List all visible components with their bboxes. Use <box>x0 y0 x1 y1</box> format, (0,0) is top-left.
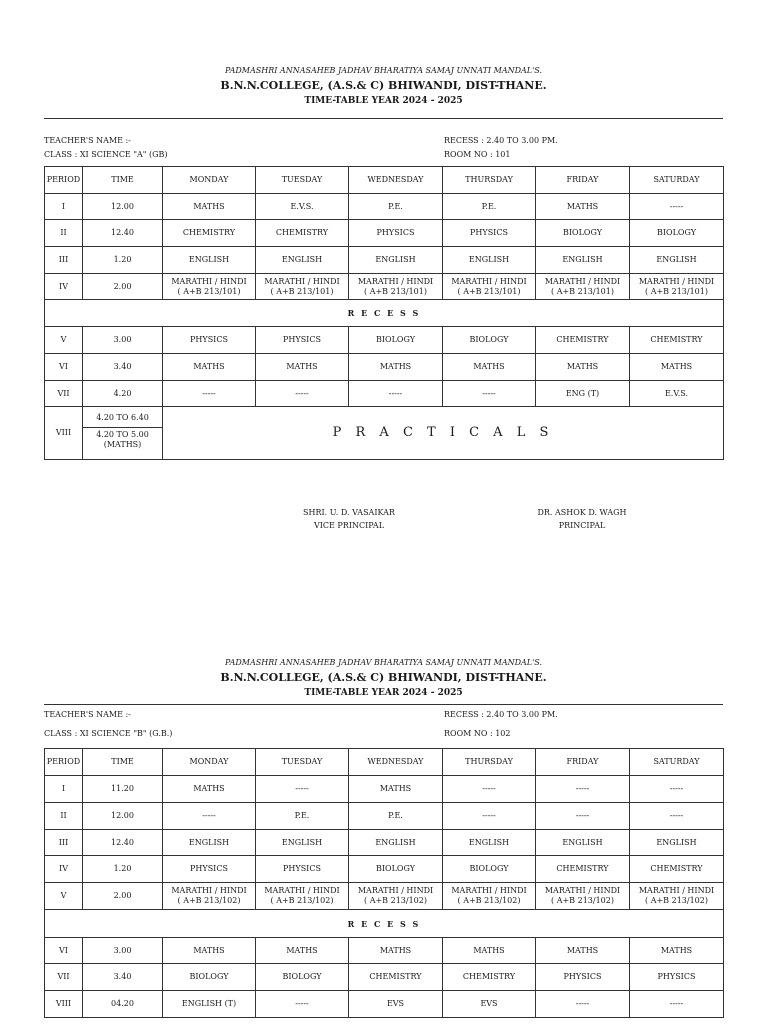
org-name: PADMASHRI ANNASAHEB JADHAV BHARATIYA SAMAJ UNNATI MANDAL'S. <box>224 66 543 75</box>
recess-info: RECESS : 2.40 TO 3.00 PM. <box>444 136 558 145</box>
period-cell: VI <box>45 354 83 381</box>
timetable-a <box>44 166 724 460</box>
room-note: ( A+B 213/101) <box>364 286 427 296</box>
column-header: THURSDAY <box>443 749 536 776</box>
recess-label: R E C E S S <box>45 300 724 327</box>
subject-cell: MATHS <box>536 354 630 381</box>
time-cell: 3.00 <box>83 327 163 354</box>
subject-cell: ENGLISH <box>630 830 724 856</box>
subject-cell: BIOLOGY <box>349 327 443 354</box>
column-header: SATURDAY <box>630 749 724 776</box>
signature-block <box>0 506 768 536</box>
column-header: TUESDAY <box>256 749 349 776</box>
subject-cell: MATHS <box>443 354 536 381</box>
subject-name: MARATHI / HINDI <box>638 886 715 895</box>
table-row <box>45 381 724 407</box>
subject-cell: CHEMISTRY <box>443 964 536 991</box>
subject-cell: CHEMISTRY <box>630 856 724 883</box>
class-info <box>44 710 723 748</box>
subject-cell: CHEMISTRY <box>163 220 256 247</box>
subject-cell: PHYSICS <box>630 964 724 991</box>
period-cell: VIII <box>45 407 83 460</box>
timetable-sheet-a <box>44 64 723 460</box>
subject-cell: PHYSICS <box>349 220 443 247</box>
table-row <box>45 991 724 1018</box>
subject-cell: MATHS <box>163 194 256 220</box>
period-cell: VII <box>45 964 83 991</box>
column-header: WEDNESDAY <box>349 749 443 776</box>
subject-cell: PHYSICS <box>163 327 256 354</box>
room-note: ( A+B 213/101) <box>551 286 614 296</box>
subject-cell: BIOLOGY <box>163 964 256 991</box>
room-note: ( A+B 213/102) <box>551 896 614 905</box>
timetable-year: TIME-TABLE YEAR 2024 - 2025 <box>304 96 463 106</box>
period-cell: III <box>45 247 83 274</box>
subject-cell: ENG (T) <box>536 381 630 407</box>
subject-cell: BIOLOGY <box>630 220 724 247</box>
timetable-year: TIME-TABLE YEAR 2024 - 2025 <box>304 688 463 698</box>
subject-cell: ENGLISH <box>163 830 256 856</box>
recess-row <box>45 910 724 938</box>
subject-cell <box>443 274 536 300</box>
subject-cell <box>536 883 630 910</box>
subject-cell: ----- <box>349 381 443 407</box>
vice-principal-title: VICE PRINCIPAL <box>313 521 385 530</box>
column-header: FRIDAY <box>536 167 630 194</box>
subject-name: MARATHI / HINDI <box>264 886 340 895</box>
subject-cell: ----- <box>630 991 724 1018</box>
subject-cell: MATHS <box>349 776 443 803</box>
timetable-sheet-b <box>44 656 723 1018</box>
subject-name: MARATHI / HINDI <box>638 276 715 286</box>
subject-cell <box>163 883 256 910</box>
subject-name: MARATHI / HINDI <box>357 276 434 286</box>
time-cell: 3.40 <box>83 354 163 381</box>
subject-cell: ----- <box>256 381 349 407</box>
subject-cell: MATHS <box>630 938 724 964</box>
subject-cell <box>256 274 349 300</box>
subject-cell: PHYSICS <box>536 964 630 991</box>
column-header: SATURDAY <box>630 167 724 194</box>
practicals-label: P R A C T I C A L S <box>163 407 724 460</box>
subject-cell: MATHS <box>256 354 349 381</box>
time-cell: 04.20 <box>83 991 163 1018</box>
time-cell: 4.20 <box>83 381 163 407</box>
subject-name: MARATHI / HINDI <box>544 276 621 286</box>
room-note: ( A+B 213/101) <box>270 286 334 296</box>
subject-cell: CHEMISTRY <box>536 327 630 354</box>
principal-signature <box>522 506 642 532</box>
time-cell: 2.00 <box>83 883 163 910</box>
subject-cell: ----- <box>163 803 256 830</box>
recess-label: R E C E S S <box>45 910 724 938</box>
column-header: THURSDAY <box>443 167 536 194</box>
room-note: ( A+B 213/101) <box>645 286 708 296</box>
subject-cell: ----- <box>536 991 630 1018</box>
room-note: ( A+B 213/102) <box>645 896 708 905</box>
column-header: TIME <box>83 749 163 776</box>
subject-cell: ENGLISH <box>630 247 724 274</box>
time-cell: 1.20 <box>83 856 163 883</box>
period-cell: V <box>45 883 83 910</box>
time-range: 4.20 TO 5.00 <box>96 430 149 439</box>
room-note: ( A+B 213/102) <box>177 896 241 905</box>
table-row <box>45 194 724 220</box>
subject-cell: ENGLISH <box>349 830 443 856</box>
table-row <box>45 327 724 354</box>
subject-cell: ----- <box>536 776 630 803</box>
period-cell: VIII <box>45 991 83 1018</box>
time-cell: 1.20 <box>83 247 163 274</box>
time-cell: 12.40 <box>83 220 163 247</box>
column-header: PERIOD <box>45 749 83 776</box>
class-label: CLASS : XI SCIENCE "B" (G.B.) <box>44 729 173 738</box>
subject-cell: BIOLOGY <box>443 327 536 354</box>
subject-cell: MATHS <box>630 354 724 381</box>
column-header: WEDNESDAY <box>349 167 443 194</box>
subject-cell: MATHS <box>536 938 630 964</box>
subject-cell: ----- <box>443 803 536 830</box>
period-cell: II <box>45 220 83 247</box>
period-cell: VI <box>45 938 83 964</box>
recess-row <box>45 300 724 327</box>
column-header: MONDAY <box>163 749 256 776</box>
time-cell: 3.40 <box>83 964 163 991</box>
subject-cell: MATHS <box>163 776 256 803</box>
org-name: PADMASHRI ANNASAHEB JADHAV BHARATIYA SAMAJ UNNATI MANDAL'S. <box>224 658 543 667</box>
subject-cell: ----- <box>443 776 536 803</box>
vice-principal-name: SHRI. U. D. VASAIKAR <box>303 508 395 517</box>
subject-cell: ----- <box>256 776 349 803</box>
class-label: CLASS : XI SCIENCE "A" (GB) <box>44 150 168 159</box>
period-cell: VII <box>45 381 83 407</box>
time-cell: 12.00 <box>83 803 163 830</box>
column-header: TUESDAY <box>256 167 349 194</box>
subject-cell: P.E. <box>349 194 443 220</box>
subject-cell <box>163 274 256 300</box>
subject-cell: E.V.S. <box>630 381 724 407</box>
subject-name: MARATHI / HINDI <box>171 886 247 895</box>
subject-name: MARATHI / HINDI <box>451 886 527 895</box>
period-cell: IV <box>45 274 83 300</box>
subject-cell: ENGLISH <box>443 830 536 856</box>
recess-info: RECESS : 2.40 TO 3.00 PM. <box>444 710 558 719</box>
subject-cell <box>630 274 724 300</box>
header-row <box>45 749 724 776</box>
subject-cell: MATHS <box>163 354 256 381</box>
table-row <box>45 220 724 247</box>
subject-cell: P.E. <box>443 194 536 220</box>
subject-cell: ----- <box>630 776 724 803</box>
subject-cell: ENGLISH <box>163 247 256 274</box>
subject-cell <box>349 274 443 300</box>
period-cell: I <box>45 776 83 803</box>
subject-cell: ----- <box>630 194 724 220</box>
subject-cell: MATHS <box>256 938 349 964</box>
practicals-row <box>45 407 724 460</box>
time-subject: (MATHS) <box>103 440 142 449</box>
subject-cell: ----- <box>536 803 630 830</box>
header-divider <box>44 704 723 705</box>
subject-cell: CHEMISTRY <box>630 327 724 354</box>
room-note: ( A+B 213/101) <box>177 286 241 296</box>
table-row <box>45 274 724 300</box>
time-range: 4.20 TO 6.40 <box>96 413 149 422</box>
timetable-b <box>44 748 724 1018</box>
time-cell: 12.40 <box>83 830 163 856</box>
subject-cell: ENGLISH <box>536 247 630 274</box>
subject-cell: MATHS <box>163 938 256 964</box>
subject-cell: MATHS <box>536 194 630 220</box>
column-header: PERIOD <box>45 167 83 194</box>
subject-cell <box>536 274 630 300</box>
table-row <box>45 803 724 830</box>
table-row <box>45 247 724 274</box>
teacher-name-label: TEACHER'S NAME :- <box>44 710 131 719</box>
room-info: ROOM NO : 102 <box>444 729 511 738</box>
subject-cell: BIOLOGY <box>536 220 630 247</box>
table-row <box>45 856 724 883</box>
subject-cell: EVS <box>349 991 443 1018</box>
subject-cell <box>443 883 536 910</box>
time-cell: 3.00 <box>83 938 163 964</box>
subject-cell <box>630 883 724 910</box>
time-split <box>83 427 162 450</box>
subject-cell: ----- <box>256 991 349 1018</box>
subject-name: MARATHI / HINDI <box>544 886 621 895</box>
college-name: B.N.N.COLLEGE, (A.S.& C) BHIWANDI, DIST-THANE. <box>220 79 547 92</box>
subject-name: MARATHI / HINDI <box>357 886 434 895</box>
teacher-name-label: TEACHER'S NAME :- <box>44 136 131 145</box>
subject-cell: E.V.S. <box>256 194 349 220</box>
time-cell: 2.00 <box>83 274 163 300</box>
principal-title: PRINCIPAL <box>558 521 606 530</box>
subject-cell: MATHS <box>349 938 443 964</box>
column-header: FRIDAY <box>536 749 630 776</box>
subject-cell: CHEMISTRY <box>536 856 630 883</box>
period-cell: IV <box>45 856 83 883</box>
subject-cell <box>256 883 349 910</box>
subject-cell: ENGLISH <box>256 830 349 856</box>
time-cell: 12.00 <box>83 194 163 220</box>
column-header: TIME <box>83 167 163 194</box>
subject-cell: CHEMISTRY <box>349 964 443 991</box>
subject-cell: MATHS <box>349 354 443 381</box>
subject-cell: P.E. <box>349 803 443 830</box>
subject-cell: PHYSICS <box>256 327 349 354</box>
period-cell: III <box>45 830 83 856</box>
subject-cell: EVS <box>443 991 536 1018</box>
table-row <box>45 830 724 856</box>
time-cell: 11.20 <box>83 776 163 803</box>
period-cell: II <box>45 803 83 830</box>
table-row <box>45 354 724 381</box>
room-note: ( A+B 213/102) <box>364 896 427 905</box>
table-row <box>45 938 724 964</box>
subject-cell: ENGLISH <box>536 830 630 856</box>
header-row <box>45 167 724 194</box>
subject-cell: CHEMISTRY <box>256 220 349 247</box>
subject-cell: MATHS <box>443 938 536 964</box>
room-note: ( A+B 213/102) <box>270 896 334 905</box>
subject-cell: ----- <box>630 803 724 830</box>
subject-cell: BIOLOGY <box>256 964 349 991</box>
college-name: B.N.N.COLLEGE, (A.S.& C) BHIWANDI, DIST-THANE. <box>220 671 547 684</box>
column-header: MONDAY <box>163 167 256 194</box>
header-divider <box>44 118 723 119</box>
time-cell <box>83 407 163 460</box>
subject-cell: BIOLOGY <box>443 856 536 883</box>
class-info <box>44 136 723 166</box>
table-row <box>45 964 724 991</box>
subject-cell <box>349 883 443 910</box>
subject-name: MARATHI / HINDI <box>451 276 527 286</box>
room-info: ROOM NO : 101 <box>444 150 511 159</box>
subject-cell: ENGLISH (T) <box>163 991 256 1018</box>
subject-cell: ENGLISH <box>349 247 443 274</box>
subject-cell: PHYSICS <box>443 220 536 247</box>
subject-cell: ENGLISH <box>443 247 536 274</box>
subject-cell: P.E. <box>256 803 349 830</box>
table-row <box>45 883 724 910</box>
subject-cell: ----- <box>163 381 256 407</box>
table-row <box>45 776 724 803</box>
room-note: ( A+B 213/101) <box>457 286 521 296</box>
subject-cell: PHYSICS <box>163 856 256 883</box>
period-cell: I <box>45 194 83 220</box>
period-cell: V <box>45 327 83 354</box>
subject-name: MARATHI / HINDI <box>264 276 340 286</box>
subject-cell: ENGLISH <box>256 247 349 274</box>
subject-cell: BIOLOGY <box>349 856 443 883</box>
subject-name: MARATHI / HINDI <box>171 276 247 286</box>
vice-principal-signature <box>289 506 409 532</box>
subject-cell: PHYSICS <box>256 856 349 883</box>
subject-cell: ----- <box>443 381 536 407</box>
principal-name: DR. ASHOK D. WAGH <box>537 508 627 517</box>
room-note: ( A+B 213/102) <box>457 896 521 905</box>
